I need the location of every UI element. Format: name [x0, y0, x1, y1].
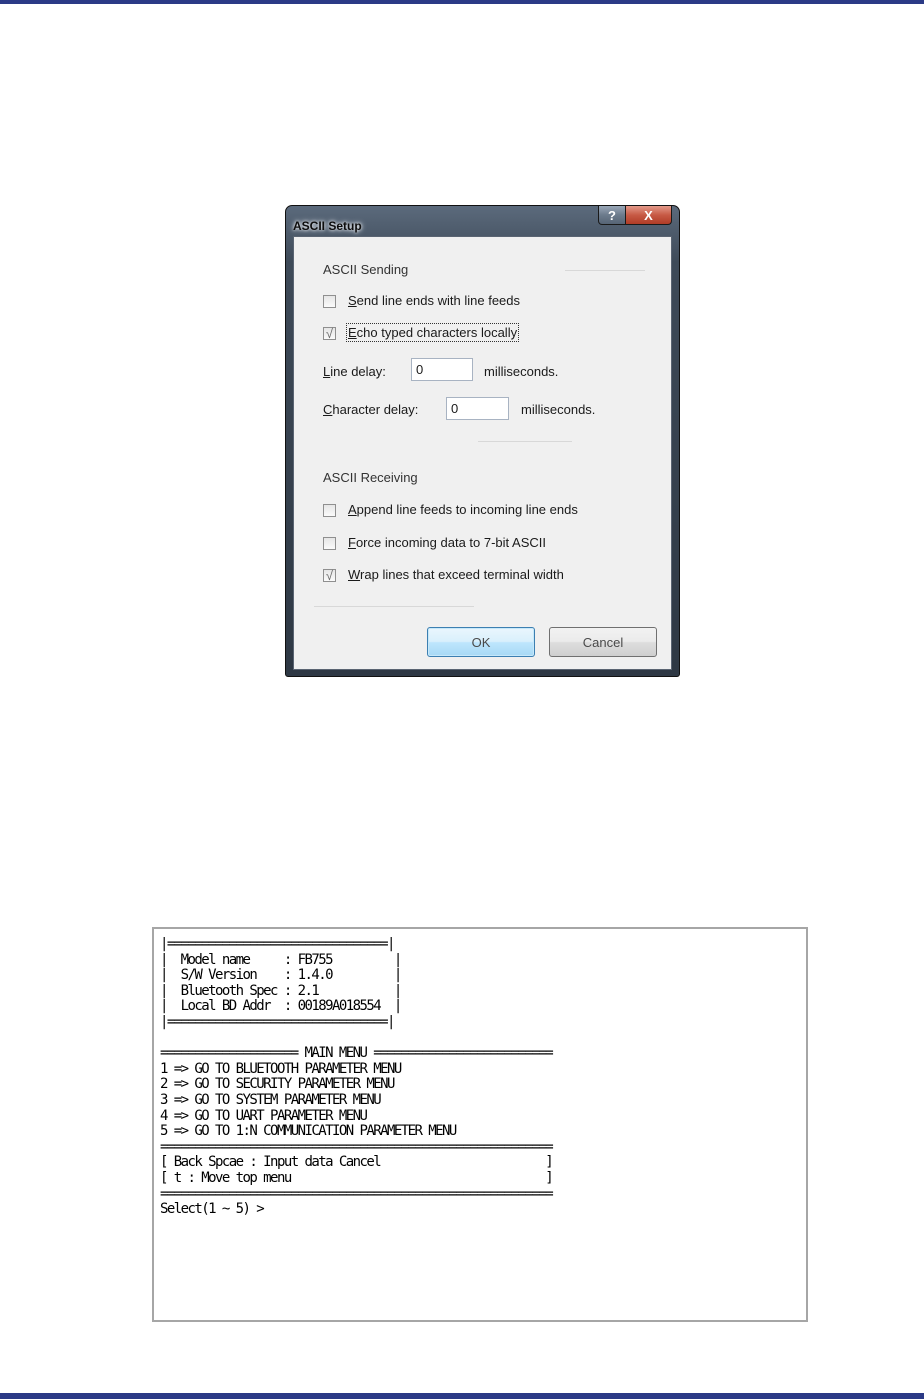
- close-button[interactable]: [626, 206, 672, 225]
- info-line: | Model name : FB755 |: [160, 951, 401, 968]
- mnemonic: C: [323, 402, 333, 417]
- ok-button[interactable]: OK: [427, 627, 535, 657]
- menu-item: 2 => GO TO SECURITY PARAMETER MENU: [160, 1076, 394, 1093]
- info-line: | S/W Version : 1.4.0 |: [160, 967, 401, 984]
- wrap-lines-checkbox[interactable]: [323, 569, 336, 582]
- menu-item: 4 => GO TO UART PARAMETER MENU: [160, 1107, 367, 1124]
- caption-buttons: [598, 206, 672, 226]
- echo-typed-checkbox[interactable]: [323, 327, 336, 340]
- label-text: haracter delay:: [332, 402, 419, 417]
- character-delay-input[interactable]: [446, 397, 509, 420]
- separator: =========================================================: [160, 1185, 553, 1202]
- terminal-window: [152, 927, 808, 1322]
- checkmark-icon: √: [325, 568, 334, 583]
- character-delay-label: [323, 402, 418, 417]
- ascii-receiving-group-label: ASCII Receiving: [323, 470, 418, 485]
- send-line-ends-label[interactable]: [348, 293, 520, 308]
- group-divider: [565, 270, 645, 271]
- label-text: end line ends with line feeds: [356, 293, 521, 308]
- info-line: | Local BD Addr : 00189A018554 |: [160, 998, 401, 1015]
- menu-header: ==================== MAIN MENU ==========================: [160, 1045, 553, 1062]
- force-7bit-label[interactable]: [348, 535, 546, 550]
- dialog-title: ASCII Setup: [293, 219, 362, 233]
- mnemonic: E: [348, 325, 357, 340]
- line-delay-input[interactable]: [411, 358, 473, 381]
- close-icon: X: [644, 207, 653, 223]
- mnemonic: L: [323, 364, 331, 379]
- send-line-ends-checkbox[interactable]: [323, 295, 336, 308]
- hint-line: [ t : Move top menu ]: [160, 1169, 553, 1186]
- ascii-sending-group-label: ASCII Sending: [323, 262, 409, 277]
- wrap-lines-label[interactable]: [348, 567, 564, 582]
- menu-item: 5 => GO TO 1:N COMMUNICATION PARAMETER MENU: [160, 1123, 456, 1140]
- label-text: cho typed characters locally: [356, 325, 518, 340]
- checkmark-icon: √: [325, 326, 334, 341]
- info-line: | Bluetooth Spec : 2.1 |: [160, 982, 401, 999]
- mnemonic: A: [348, 502, 357, 517]
- line-delay-unit: milliseconds.: [484, 364, 559, 379]
- label-text: ppend line feeds to incoming line ends: [356, 502, 578, 517]
- mnemonic: W: [348, 567, 361, 582]
- character-delay-unit: milliseconds.: [521, 402, 596, 417]
- echo-typed-label[interactable]: [348, 325, 517, 340]
- hint-line: [ Back Spcae : Input data Cancel ]: [160, 1154, 553, 1171]
- label-text: ine delay:: [330, 364, 386, 379]
- help-icon: ?: [608, 207, 616, 223]
- label-text: rap lines that exceed terminal width: [360, 567, 564, 582]
- mnemonic: F: [348, 535, 356, 550]
- append-line-feeds-label[interactable]: [348, 502, 578, 517]
- info-line: |================================|: [160, 936, 394, 952]
- menu-item: 3 => GO TO SYSTEM PARAMETER MENU: [160, 1091, 381, 1108]
- menu-item: 1 => GO TO BLUETOOTH PARAMETER MENU: [160, 1060, 401, 1077]
- ascii-setup-dialog: [285, 205, 680, 677]
- mnemonic: S: [348, 293, 357, 308]
- force-7bit-checkbox[interactable]: [323, 537, 336, 550]
- cancel-button[interactable]: Cancel: [549, 627, 657, 657]
- help-button[interactable]: [598, 206, 626, 225]
- dialog-client-area: [293, 236, 672, 670]
- top-rule: [0, 0, 924, 4]
- group-divider: [478, 441, 572, 442]
- separator: =========================================================: [160, 1138, 553, 1155]
- append-line-feeds-checkbox[interactable]: [323, 504, 336, 517]
- group-divider: [314, 606, 474, 607]
- prompt: Select(1 ~ 5) >: [160, 1201, 264, 1218]
- terminal-output: [160, 937, 552, 1218]
- bottom-rule: [0, 1393, 924, 1399]
- info-line: |================================|: [160, 1013, 394, 1030]
- line-delay-label: [323, 364, 386, 379]
- label-text: orce incoming data to 7-bit ASCII: [355, 535, 546, 550]
